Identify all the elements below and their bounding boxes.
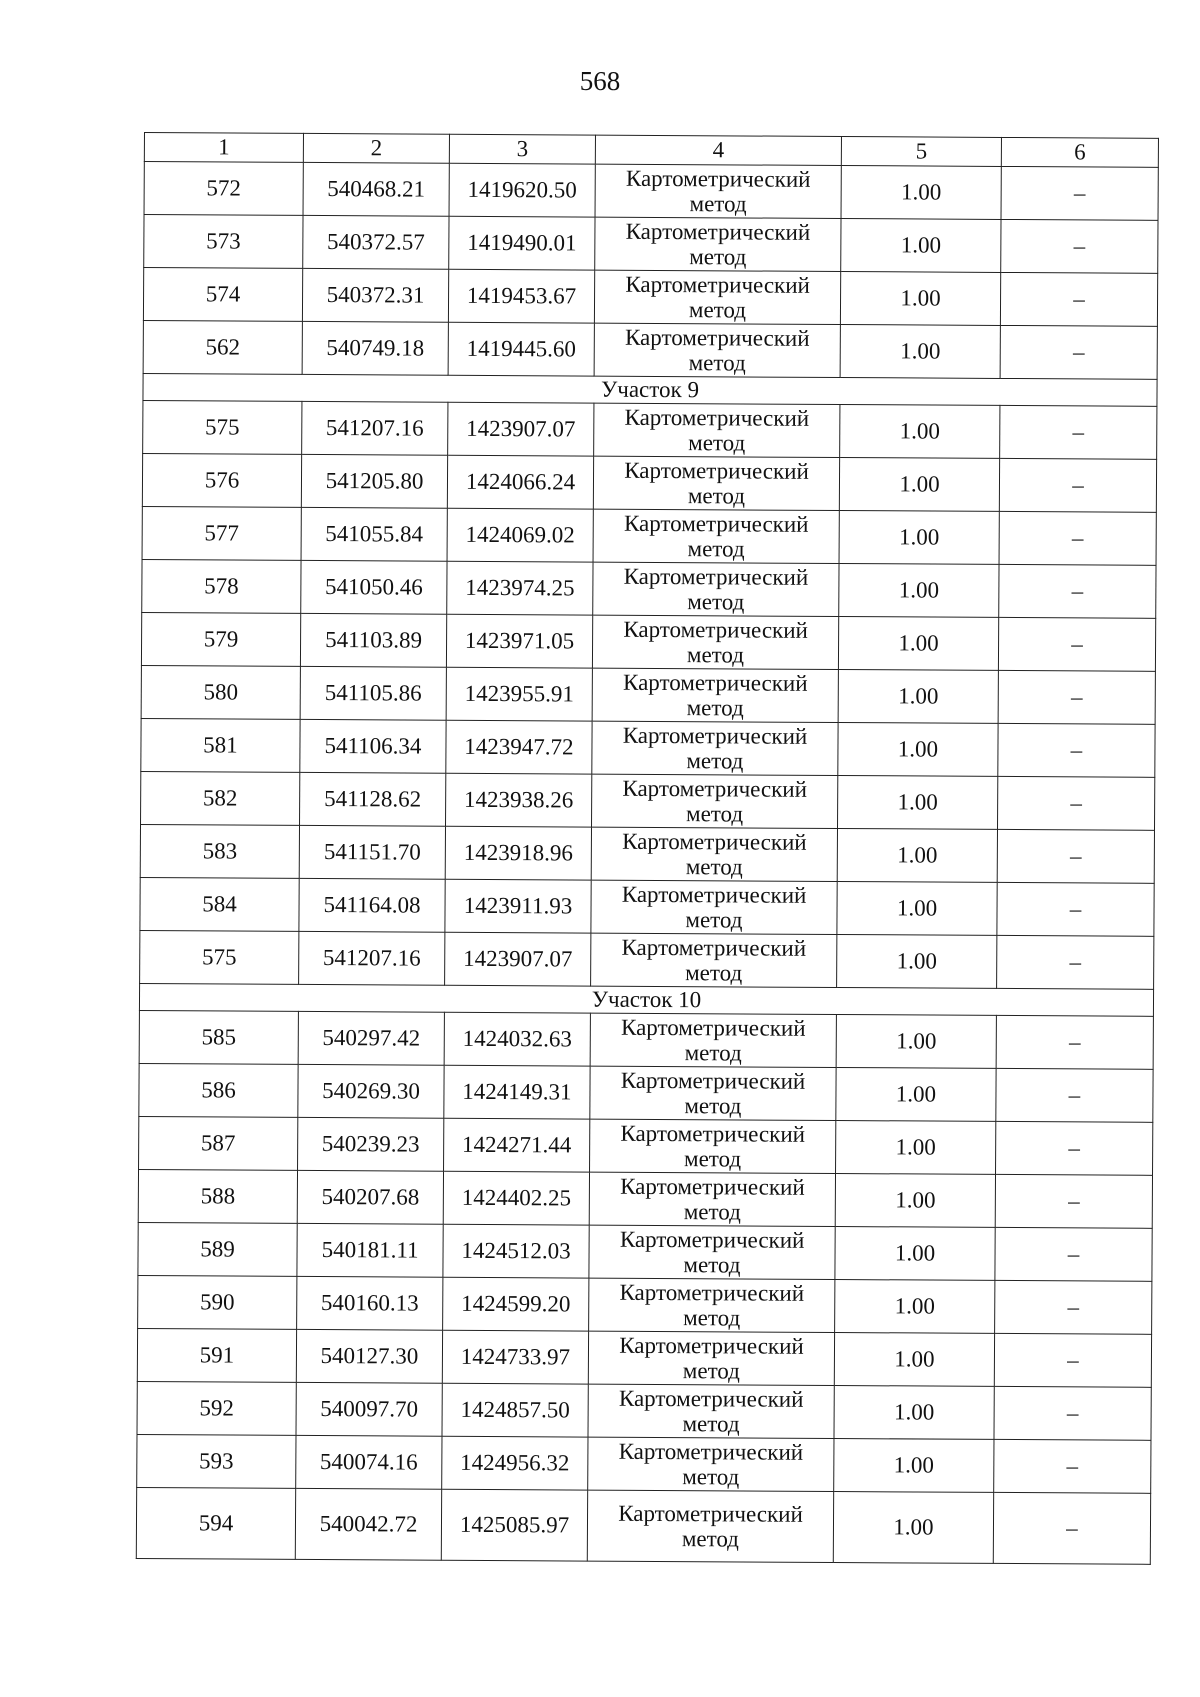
- accuracy-cell: 1.00: [840, 405, 1000, 459]
- method-cell: Картометрический метод: [588, 1437, 834, 1491]
- table-row: [138, 1169, 1152, 1228]
- y-coordinate-cell: 1423907.07: [448, 402, 594, 456]
- y-coordinate-cell: 1424402.25: [443, 1171, 589, 1225]
- point-number-cell: 593: [137, 1434, 296, 1488]
- y-coordinate-cell: 1424512.03: [443, 1224, 589, 1278]
- method-cell: Картометрический метод: [591, 827, 837, 881]
- table-row: [141, 612, 1155, 671]
- y-coordinate-cell: 1424857.50: [442, 1383, 588, 1437]
- x-coordinate-cell: 541164.08: [299, 878, 445, 932]
- point-number-cell: 586: [139, 1063, 298, 1117]
- table-row: [141, 771, 1155, 830]
- point-number-cell: 572: [144, 162, 303, 216]
- y-coordinate-cell: 1424149.31: [444, 1065, 590, 1119]
- column-header: 2: [303, 133, 449, 163]
- table-row: [137, 1381, 1151, 1440]
- point-number-cell: 583: [140, 824, 299, 878]
- y-coordinate-cell: 1424956.32: [442, 1436, 588, 1490]
- note-cell: –: [996, 1068, 1153, 1122]
- table-row: [140, 824, 1154, 883]
- point-number-cell: 578: [142, 559, 301, 613]
- accuracy-cell: 1.00: [836, 1015, 996, 1069]
- accuracy-cell: 1.00: [841, 166, 1001, 220]
- point-number-cell: 581: [141, 718, 300, 772]
- x-coordinate-cell: 541151.70: [299, 825, 445, 879]
- x-coordinate-cell: 541103.89: [300, 613, 446, 667]
- table-row: [136, 1487, 1150, 1564]
- x-coordinate-cell: 540749.18: [302, 321, 448, 375]
- x-coordinate-cell: 541105.86: [300, 666, 446, 720]
- y-coordinate-cell: 1425085.97: [441, 1489, 587, 1561]
- accuracy-cell: 1.00: [839, 511, 999, 565]
- accuracy-cell: 1.00: [837, 776, 997, 830]
- point-number-cell: 573: [144, 215, 303, 269]
- note-cell: –: [998, 670, 1155, 724]
- table-row: [138, 1222, 1152, 1281]
- x-coordinate-cell: 540160.13: [297, 1276, 443, 1330]
- table-row: [140, 930, 1154, 989]
- point-number-cell: 576: [142, 453, 301, 507]
- column-header: 4: [595, 135, 841, 165]
- note-cell: –: [997, 776, 1154, 830]
- table-body: [136, 162, 1158, 1565]
- accuracy-cell: 1.00: [841, 219, 1001, 273]
- note-cell: –: [995, 1227, 1152, 1281]
- point-number-cell: 588: [138, 1169, 297, 1223]
- accuracy-cell: 1.00: [839, 458, 999, 512]
- point-number-cell: 594: [136, 1487, 295, 1559]
- note-cell: –: [995, 1280, 1152, 1334]
- x-coordinate-cell: 540074.16: [296, 1435, 442, 1489]
- method-cell: Картометрический метод: [590, 1066, 836, 1120]
- page-number: 568: [579, 66, 621, 96]
- note-cell: –: [1001, 219, 1158, 273]
- y-coordinate-cell: 1423907.07: [445, 932, 591, 986]
- note-cell: –: [997, 829, 1154, 883]
- x-coordinate-cell: 541128.62: [300, 772, 446, 826]
- accuracy-cell: 1.00: [835, 1226, 995, 1280]
- method-cell: Картометрический метод: [595, 217, 841, 271]
- method-cell: Картометрический метод: [588, 1384, 834, 1438]
- x-coordinate-cell: 541205.80: [301, 454, 447, 508]
- y-coordinate-cell: 1419445.60: [448, 322, 594, 376]
- note-cell: –: [999, 458, 1156, 512]
- accuracy-cell: 1.00: [836, 1121, 996, 1175]
- table-row: [143, 268, 1157, 327]
- accuracy-cell: 1.00: [838, 670, 998, 724]
- y-coordinate-cell: 1423938.26: [446, 773, 592, 827]
- method-cell: Картометрический метод: [593, 456, 839, 510]
- y-coordinate-cell: 1423955.91: [446, 667, 592, 721]
- accuracy-cell: 1.00: [840, 272, 1000, 326]
- note-cell: –: [999, 511, 1156, 565]
- accuracy-cell: 1.00: [838, 617, 998, 671]
- x-coordinate-cell: 541050.46: [301, 560, 447, 614]
- x-coordinate-cell: 541055.84: [301, 507, 447, 561]
- accuracy-cell: 1.00: [837, 882, 997, 936]
- x-coordinate-cell: 540042.72: [295, 1488, 441, 1560]
- x-coordinate-cell: 541207.16: [302, 401, 448, 455]
- point-number-cell: 587: [139, 1116, 298, 1170]
- table-row: [137, 1434, 1151, 1493]
- accuracy-cell: 1.00: [834, 1438, 994, 1492]
- x-coordinate-cell: 540127.30: [296, 1329, 442, 1383]
- x-coordinate-cell: 540372.31: [302, 268, 448, 322]
- accuracy-cell: 1.00: [837, 829, 997, 883]
- table-row: [142, 453, 1156, 512]
- column-header: 3: [449, 134, 595, 164]
- table-row: [138, 1275, 1152, 1334]
- y-coordinate-cell: 1424069.02: [447, 508, 593, 562]
- method-cell: Картометрический метод: [593, 562, 839, 616]
- x-coordinate-cell: 540097.70: [296, 1382, 442, 1436]
- y-coordinate-cell: 1419490.01: [449, 216, 595, 270]
- note-cell: –: [1001, 166, 1158, 220]
- method-cell: Картометрический метод: [592, 668, 838, 722]
- method-cell: Картометрический метод: [590, 1119, 836, 1173]
- method-cell: Картометрический метод: [590, 1013, 836, 1067]
- method-cell: Картометрический метод: [594, 323, 840, 377]
- accuracy-cell: 1.00: [834, 1332, 994, 1386]
- accuracy-cell: 1.00: [840, 325, 1000, 379]
- point-number-cell: 592: [137, 1381, 296, 1435]
- note-cell: –: [995, 1174, 1152, 1228]
- method-cell: Картометрический метод: [593, 509, 839, 563]
- point-number-cell: 579: [141, 612, 300, 666]
- section-title: Участок 9: [143, 373, 1157, 406]
- accuracy-cell: 1.00: [838, 723, 998, 777]
- table-row: [144, 162, 1158, 221]
- column-header: 6: [1001, 137, 1158, 167]
- x-coordinate-cell: 540372.57: [303, 215, 449, 269]
- y-coordinate-cell: 1424032.63: [444, 1012, 590, 1066]
- x-coordinate-cell: 540181.11: [297, 1223, 443, 1277]
- accuracy-cell: 1.00: [835, 1279, 995, 1333]
- x-coordinate-cell: 541106.34: [300, 719, 446, 773]
- method-cell: Картометрический метод: [589, 1278, 835, 1332]
- method-cell: Картометрический метод: [592, 774, 838, 828]
- note-cell: –: [1000, 272, 1157, 326]
- table-row: [141, 718, 1155, 777]
- method-cell: Картометрический метод: [591, 933, 837, 987]
- method-cell: Картометрический метод: [588, 1331, 834, 1385]
- table-row: [140, 877, 1154, 936]
- note-cell: –: [998, 723, 1155, 777]
- point-number-cell: 575: [143, 400, 302, 454]
- note-cell: –: [1000, 405, 1157, 459]
- method-cell: Картометрический метод: [592, 615, 838, 669]
- accuracy-cell: 1.00: [837, 935, 997, 989]
- method-cell: Картометрический метод: [587, 1490, 833, 1562]
- accuracy-cell: 1.00: [834, 1385, 994, 1439]
- y-coordinate-cell: 1419453.67: [448, 269, 594, 323]
- method-cell: Картометрический метод: [594, 270, 840, 324]
- point-number-cell: 575: [140, 930, 299, 984]
- y-coordinate-cell: 1423974.25: [447, 561, 593, 615]
- note-cell: –: [994, 1386, 1151, 1440]
- table-row: [143, 400, 1157, 459]
- accuracy-cell: 1.00: [836, 1068, 996, 1122]
- method-cell: Картометрический метод: [589, 1172, 835, 1226]
- column-header: 1: [144, 133, 303, 163]
- point-number-cell: 562: [143, 320, 302, 374]
- y-coordinate-cell: 1424599.20: [443, 1277, 589, 1331]
- point-number-cell: 584: [140, 877, 299, 931]
- table-row: [142, 506, 1156, 565]
- y-coordinate-cell: 1424271.44: [444, 1118, 590, 1172]
- point-number-cell: 589: [138, 1222, 297, 1276]
- accuracy-cell: 1.00: [833, 1491, 993, 1563]
- point-number-cell: 582: [141, 771, 300, 825]
- note-cell: –: [998, 617, 1155, 671]
- point-number-cell: 591: [137, 1328, 296, 1382]
- table-row: [144, 215, 1158, 274]
- table-row: [142, 559, 1156, 618]
- note-cell: –: [994, 1439, 1151, 1493]
- method-cell: Картометрический метод: [592, 721, 838, 775]
- x-coordinate-cell: 541207.16: [299, 931, 445, 985]
- y-coordinate-cell: 1423911.93: [445, 879, 591, 933]
- section-title: Участок 10: [139, 983, 1153, 1016]
- note-cell: –: [999, 564, 1156, 618]
- note-cell: –: [993, 1492, 1150, 1564]
- x-coordinate-cell: 540297.42: [298, 1011, 444, 1065]
- table-row: [143, 320, 1157, 379]
- method-cell: Картометрический метод: [591, 880, 837, 934]
- table-row: [141, 665, 1155, 724]
- accuracy-cell: 1.00: [839, 564, 999, 618]
- point-number-cell: 590: [138, 1275, 297, 1329]
- note-cell: –: [1000, 325, 1157, 379]
- coordinates-table: [136, 132, 1159, 1565]
- x-coordinate-cell: 540468.21: [303, 162, 449, 216]
- method-cell: Картометрический метод: [589, 1225, 835, 1279]
- table-row: [139, 1010, 1153, 1069]
- y-coordinate-cell: 1423947.72: [446, 720, 592, 774]
- point-number-cell: 574: [143, 268, 302, 322]
- note-cell: –: [996, 1015, 1153, 1069]
- table-row: [139, 1116, 1153, 1175]
- x-coordinate-cell: 540239.23: [298, 1117, 444, 1171]
- y-coordinate-cell: 1424733.97: [442, 1330, 588, 1384]
- note-cell: –: [997, 935, 1154, 989]
- y-coordinate-cell: 1423918.96: [445, 826, 591, 880]
- x-coordinate-cell: 540207.68: [297, 1170, 443, 1224]
- accuracy-cell: 1.00: [835, 1174, 995, 1228]
- point-number-cell: 580: [141, 665, 300, 719]
- table-row: [137, 1328, 1151, 1387]
- column-header: 5: [841, 137, 1001, 167]
- method-cell: Картометрический метод: [594, 403, 840, 457]
- x-coordinate-cell: 540269.30: [298, 1064, 444, 1118]
- note-cell: –: [996, 1121, 1153, 1175]
- y-coordinate-cell: 1423971.05: [446, 614, 592, 668]
- method-cell: Картометрический метод: [595, 164, 841, 218]
- note-cell: –: [997, 882, 1154, 936]
- table-row: [139, 1063, 1153, 1122]
- note-cell: –: [994, 1333, 1151, 1387]
- y-coordinate-cell: 1419620.50: [449, 163, 595, 217]
- point-number-cell: 577: [142, 506, 301, 560]
- point-number-cell: 585: [139, 1010, 298, 1064]
- y-coordinate-cell: 1424066.24: [447, 455, 593, 509]
